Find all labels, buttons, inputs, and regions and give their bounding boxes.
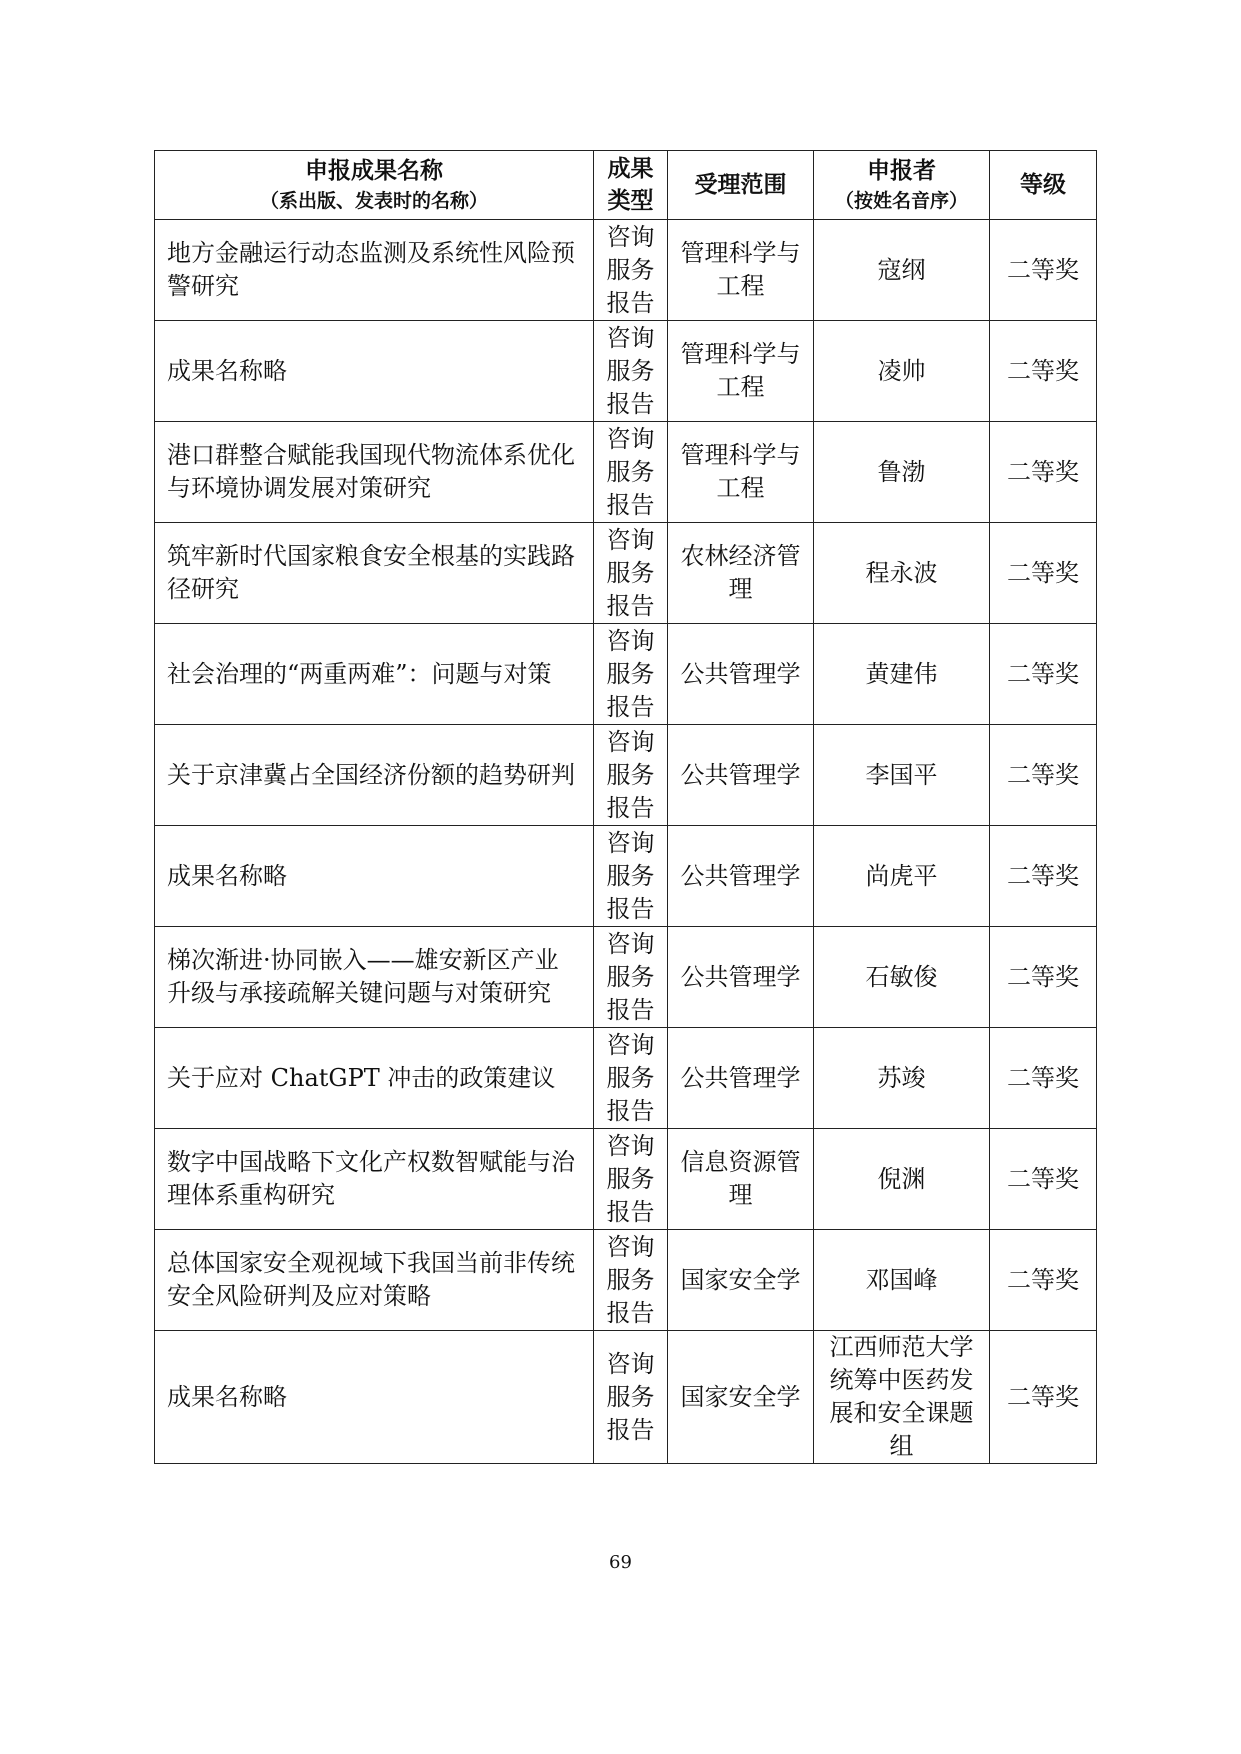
cell-type-text: 咨询服务报告 (606, 929, 655, 1024)
table-row (155, 927, 1097, 1028)
cell-type-text: 咨询服务报告 (606, 1349, 655, 1444)
cell-type (594, 220, 668, 321)
cell-scope: 国家安全学 (668, 1331, 814, 1464)
cell-scope: 公共管理学 (668, 725, 814, 826)
cell-author: 邓国峰 (814, 1230, 990, 1331)
cell-type (594, 1230, 668, 1331)
header-grade (990, 151, 1097, 220)
cell-type (594, 1028, 668, 1129)
cell-type-text: 咨询服务报告 (606, 323, 655, 418)
table-row (155, 523, 1097, 624)
cell-type-text: 咨询服务报告 (606, 828, 655, 923)
cell-type (594, 1129, 668, 1230)
cell-author: 鲁渤 (814, 422, 990, 523)
cell-scope: 管理科学与工程 (668, 321, 814, 422)
cell-type-text: 咨询服务报告 (606, 1131, 655, 1226)
cell-author: 尚虎平 (814, 826, 990, 927)
cell-grade: 二等奖 (990, 523, 1097, 624)
cell-name: 成果名称略 (155, 826, 594, 927)
table-row (155, 321, 1097, 422)
cell-type (594, 826, 668, 927)
cell-grade: 二等奖 (990, 422, 1097, 523)
cell-type (594, 523, 668, 624)
cell-author: 倪渊 (814, 1129, 990, 1230)
cell-type-text: 咨询服务报告 (606, 424, 655, 519)
table-row (155, 220, 1097, 321)
table-row (155, 624, 1097, 725)
cell-name: 关于京津冀占全国经济份额的趋势研判 (155, 725, 594, 826)
header-row (155, 151, 1097, 220)
cell-grade: 二等奖 (990, 725, 1097, 826)
cell-name: 地方金融运行动态监测及系统性风险预警研究 (155, 220, 594, 321)
header-type (594, 151, 668, 220)
table-row (155, 422, 1097, 523)
header-author-sub: （按姓名音序） (834, 190, 968, 212)
header-author-main: 申报者 (867, 158, 936, 184)
cell-type (594, 725, 668, 826)
cell-author: 苏竣 (814, 1028, 990, 1129)
cell-type-text: 咨询服务报告 (606, 222, 655, 317)
cell-grade: 二等奖 (990, 1230, 1097, 1331)
cell-scope: 公共管理学 (668, 624, 814, 725)
header-scope-label: 受理范围 (694, 172, 787, 198)
cell-scope: 管理科学与工程 (668, 422, 814, 523)
cell-name: 成果名称略 (155, 321, 594, 422)
table-row (155, 725, 1097, 826)
cell-type-text: 咨询服务报告 (606, 525, 655, 620)
cell-grade: 二等奖 (990, 826, 1097, 927)
header-type-line2: 类型 (607, 188, 654, 214)
header-author (814, 151, 990, 220)
cell-author: 石敏俊 (814, 927, 990, 1028)
cell-grade: 二等奖 (990, 220, 1097, 321)
cell-type-text: 咨询服务报告 (606, 1232, 655, 1327)
cell-type-text: 咨询服务报告 (606, 1030, 655, 1125)
header-name-main: 申报成果名称 (305, 158, 443, 184)
header-name-sub: （系出版、发表时的名称） (259, 190, 488, 212)
cell-scope: 管理科学与工程 (668, 220, 814, 321)
table-row (155, 1230, 1097, 1331)
cell-author: 黄建伟 (814, 624, 990, 725)
cell-author: 凌帅 (814, 321, 990, 422)
cell-scope: 农林经济管理 (668, 523, 814, 624)
cell-grade: 二等奖 (990, 321, 1097, 422)
cell-type (594, 1331, 668, 1464)
cell-author: 李国平 (814, 725, 990, 826)
cell-type (594, 927, 668, 1028)
cell-scope: 国家安全学 (668, 1230, 814, 1331)
cell-type (594, 321, 668, 422)
cell-type-text: 咨询服务报告 (606, 727, 655, 822)
cell-name: 关于应对 ChatGPT 冲击的政策建议 (155, 1028, 594, 1129)
cell-name: 数字中国战略下文化产权数智赋能与治理体系重构研究 (155, 1129, 594, 1230)
cell-grade: 二等奖 (990, 1129, 1097, 1230)
cell-type (594, 624, 668, 725)
header-scope (668, 151, 814, 220)
cell-scope: 公共管理学 (668, 826, 814, 927)
header-type-line1: 成果 (607, 156, 654, 182)
table-row (155, 1129, 1097, 1230)
cell-scope: 公共管理学 (668, 927, 814, 1028)
cell-author: 江西师范大学统筹中医药发展和安全课题组 (814, 1331, 990, 1464)
cell-grade: 二等奖 (990, 624, 1097, 725)
cell-type (594, 422, 668, 523)
cell-scope: 公共管理学 (668, 1028, 814, 1129)
cell-author: 寇纲 (814, 220, 990, 321)
table-row (155, 826, 1097, 927)
table-row (155, 1028, 1097, 1129)
awards-table (154, 150, 1097, 1464)
page-number: 69 (609, 1552, 632, 1573)
cell-author: 程永波 (814, 523, 990, 624)
header-name (155, 151, 594, 220)
cell-name: 总体国家安全观视域下我国当前非传统安全风险研判及应对策略 (155, 1230, 594, 1331)
cell-name: 成果名称略 (155, 1331, 594, 1464)
header-grade-label: 等级 (1020, 172, 1066, 198)
table-row (155, 1331, 1097, 1464)
cell-grade: 二等奖 (990, 1028, 1097, 1129)
cell-name: 港口群整合赋能我国现代物流体系优化与环境协调发展对策研究 (155, 422, 594, 523)
cell-scope: 信息资源管理 (668, 1129, 814, 1230)
cell-grade: 二等奖 (990, 1331, 1097, 1464)
cell-name: 筑牢新时代国家粮食安全根基的实践路径研究 (155, 523, 594, 624)
cell-grade: 二等奖 (990, 927, 1097, 1028)
cell-type-text: 咨询服务报告 (606, 626, 655, 721)
cell-name: 梯次渐进·协同嵌入——雄安新区产业升级与承接疏解关键问题与对策研究 (155, 927, 594, 1028)
cell-name: 社会治理的“两重两难”：问题与对策 (155, 624, 594, 725)
